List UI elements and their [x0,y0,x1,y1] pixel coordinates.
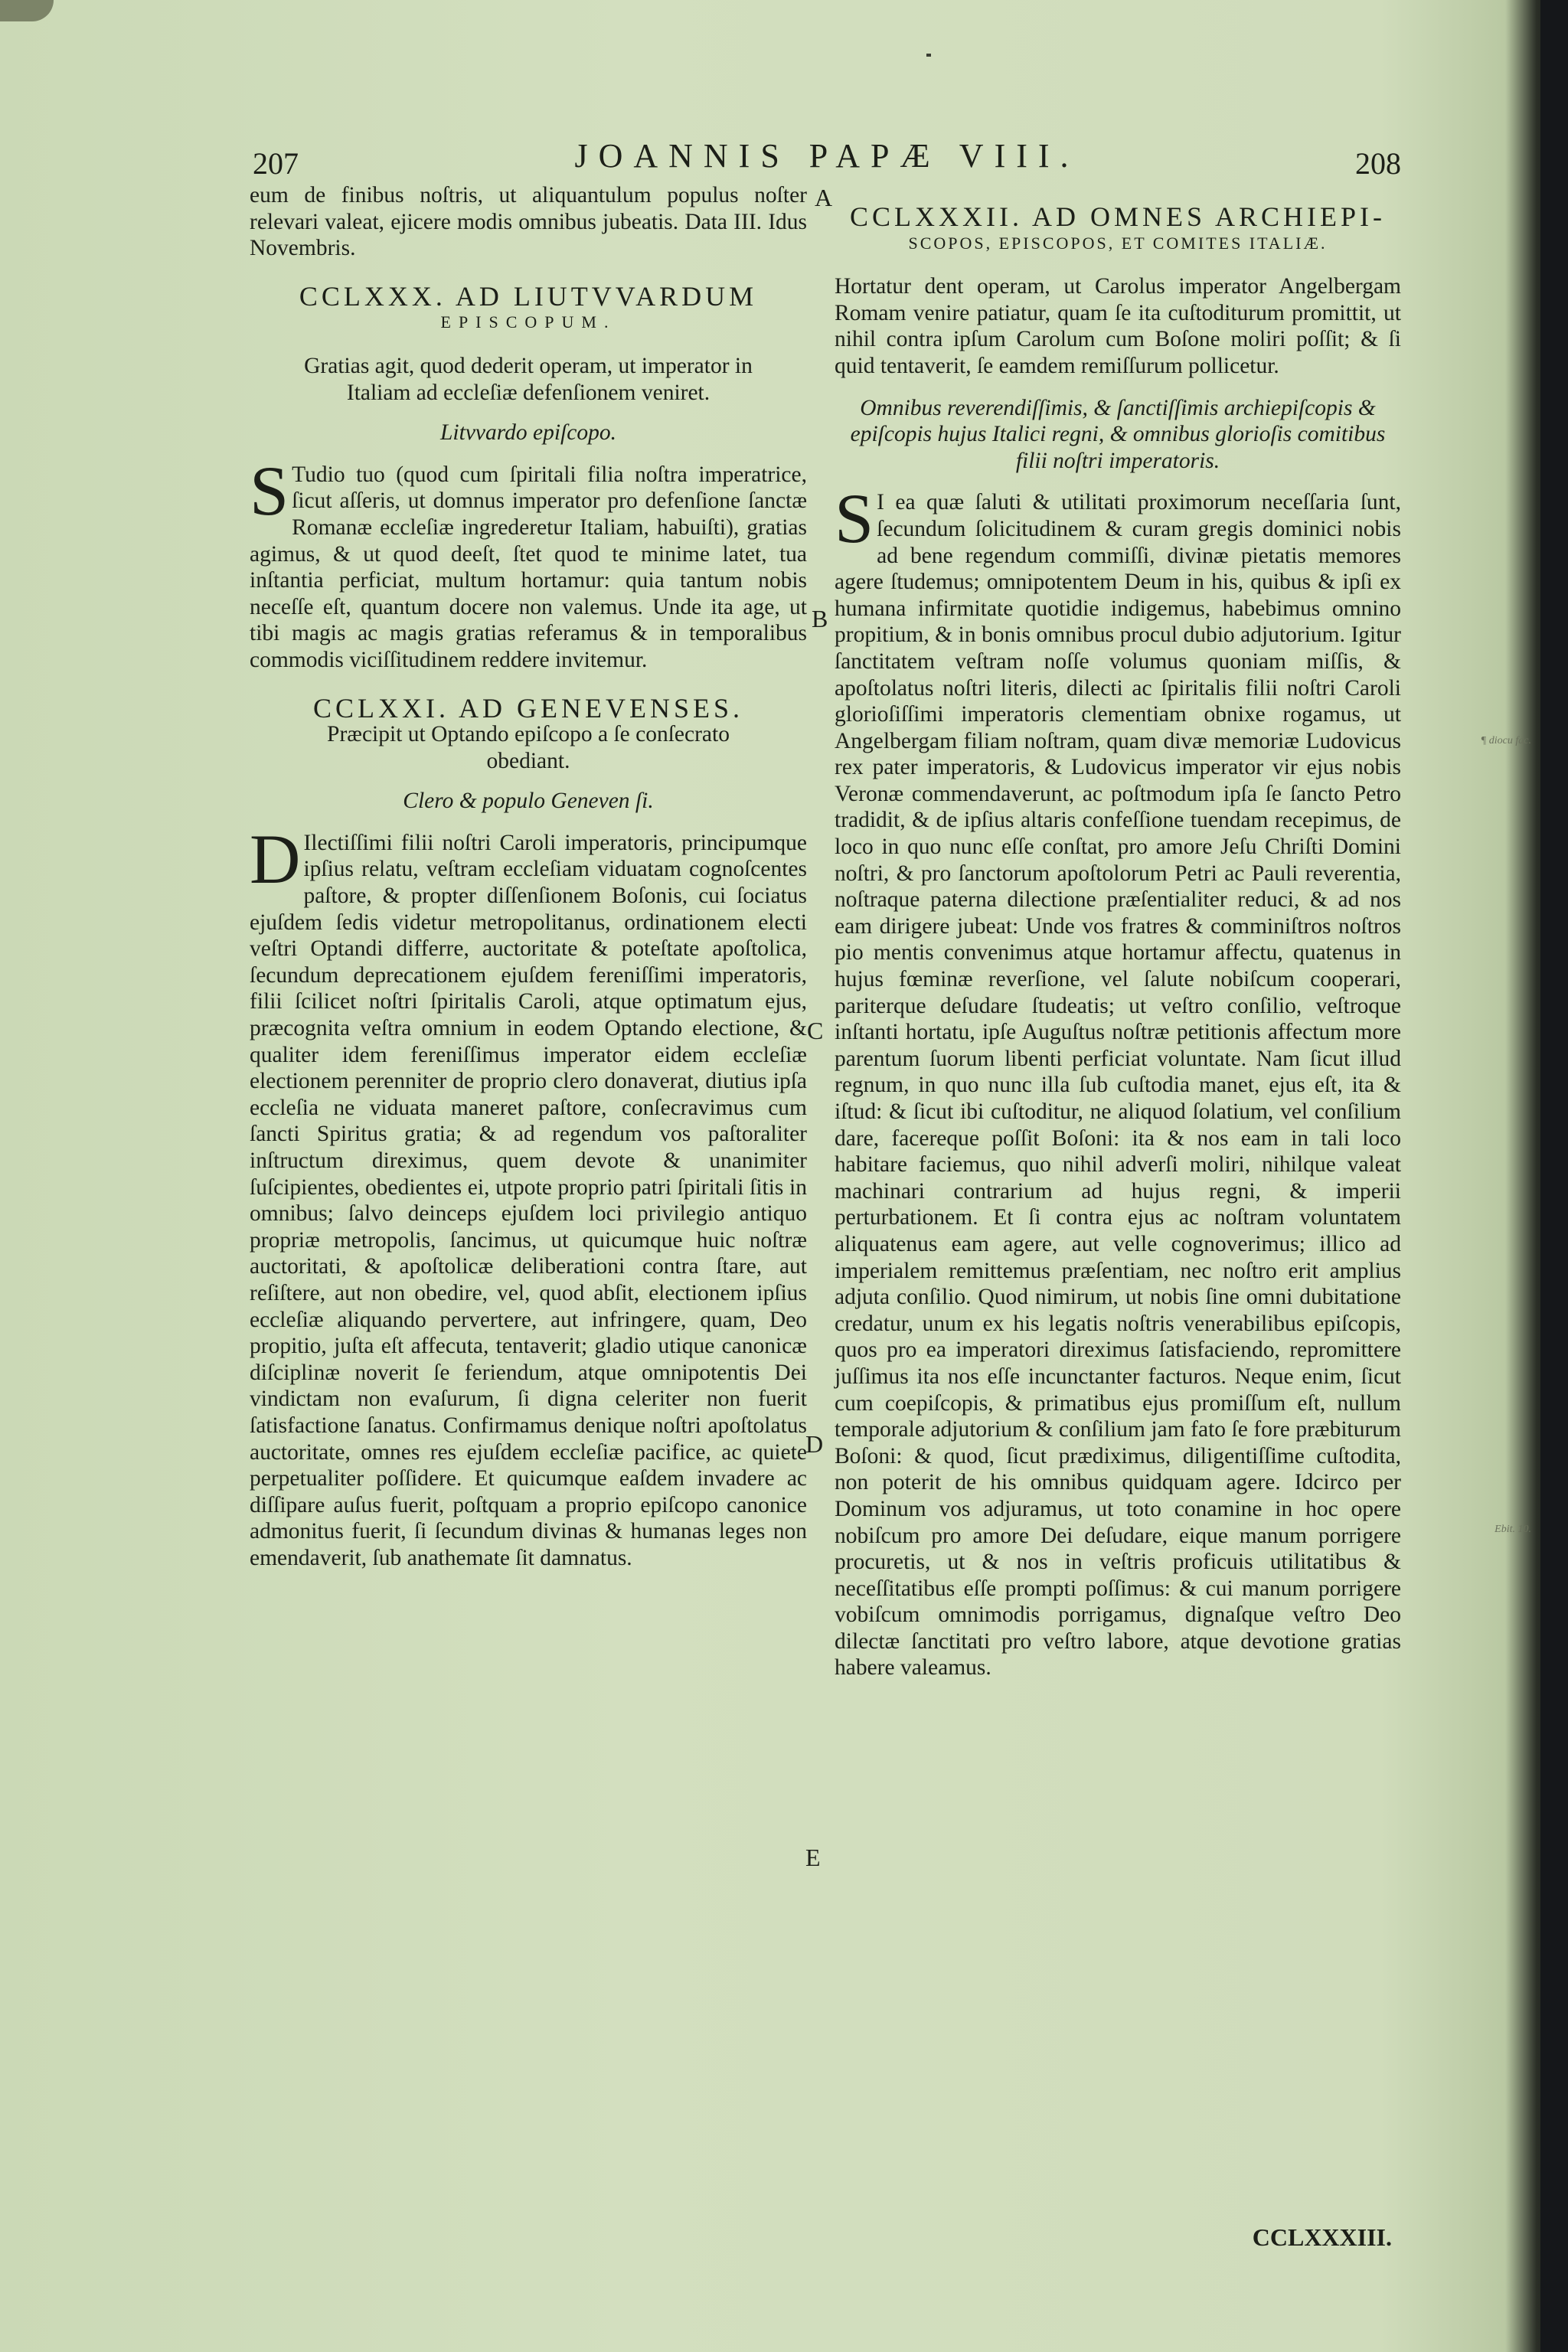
letter-282-text: I ea quæ ſaluti & utilitati proximorum neceſſaria ſunt, ſecundum ſolicitudinem & curam gregis dominici nobis ad bene regendum commiſſi, divinæ pietatis memores agere ſtudemus; omnipotentem Deum in his, quibus & ipſi ex humana infirmitate quotidie indigemus, habebimus omnino propitium, & in bonis omnibus procul dubio adjutorium. Igitur ſanctitatem veſtram noſſe volumus quoniam miſſis, & apoſtolatus noſtri literis, dilecti ac ſpiritalis filii noſtri Caroli glorioſiſſimi imperatoris clementiam obnixe rogamus, ut Angelbergam filiam noſtram, quam divæ memoriæ Ludovicus rex pater imperatoris, & Ludovicus imperator vir ejus nobis Veronæ commendaverunt, ac poſtmodum ipſa ſe ſancto Petro tradidit, & de ipſius altaris confeſſione tuendam recepimus, de loco in quo nunc eſſe conſtat, pro amore Jeſu Chriſti Domini noſtri, & pro ſanctorum apoſtolorum Petri ac Pauli reverentia, noſtraque paterna dilectione præſentialiter reduci, & ad nos eam dirigere jubeat: Unde vos fratres & comminiſtros noſtros pio mentis convenimus atque hortamur affectu, quatenus in hujus fœminæ reverſione, vel ſalute nobiſcum cooperari, pariterque deſudare ſtudeatis; ut veſtro conſilio, veſtroque inſtanti hortatu, ipſe Auguſtus noſtræ petitionis affectum more parentum ſuorum libenti perficiat voluntate. Nam ſicut illud regnum, in quo nunc illa ſub cuſtodia manet, ejus eſt, ita & iſtud: & ſicut ibi cuſtoditur, ne aliquod ſolatium, vel conſilium dare, facereque poſſit Boſoni: ita & nos eam in tali loco habitare faciemus, quo nihil adverſi moliri, nihilque valeat machinari contrarium ad hujus regni, & imperii perturbationem. Et ſi contra ejus ac noſtram voluntatem aliquatenus eam agere, aut velle cognoverimus; illico ad imperialem remittemus præſentiam, nec noſtro erit amplius adjuta conſilio. Quod nimirum, ut nobis ſine omni dubitatione credatur, unum ex his legatis noſtris venerabilibus epiſcopis, quos pro ea imperatori direximus ſatisfaciendo, repromittere juſſimus ita nos eſſe incunctanter facturos. Neque enim, ſicut cum coepiſcopis, & primatibus ejus promiſſum eſt, nullum temporale adjutorium & conſilium jam fato ſe fore præbiturum Boſoni: & quod, ſicut prædiximus, diligentiſſime cuſtodita, non poterit de his omnibus quidquam agere. Idcirco per Dominum vos adjuramus, ut toto conamine in hoc opere nobiſcum pro amore Dei deſudare, eique manum porrigere procuretis, ut & nos in veſtris proficuis utilitatibus & neceſſitatibus eſſe prompti poſſimus: & cui manum porrigere vobiſcum omnimodis porrigamus, dignaſque veſtro Deo dilectæ ſanctitati pro veſtro labore, atque devotione gratias habere valeamus. [835,490,1401,1681]
letter-282-body [835,479,1401,1681]
margin-marker-d: D [805,1430,824,1458]
letter-282-title: CCLXXXII. AD OMNES ARCHIEPI- [849,201,1387,232]
letter-280-text: Tudio tuo (quod cum ſpiritali filia noſtra imperatrice, ſicut aſſeris, ut domnus imperator pro defenſione ſanctæ Romanæ eccleſiæ ingrederetur Italiam, habuiſti), gratias agimus, & ut quod deeſt, ſtet quod te minime latet, tua inſtantia perficiat, multum hortamur: quia tantum nobis neceſſe eſt, quantum docere non valemus. Unde ita age, ut tibi magis ac magis gratias referamus & in temporalibus commodis viciſſitudinem reddere invitemur. [250,462,807,672]
page-header [253,136,1401,182]
letter-282-summary: Hortatur dent operam, ut Carolus imperator Angelbergam Romam venire patiatur, quam ſe ita cuſtoditurum promittit, ut nihil contra ipſum Carolum cum Boſone moliri poſſit; & ſi quid tentaverit, ſe eamdem remiſſurum pollicetur. [835,274,1401,378]
drop-cap: S [250,451,289,530]
letter-282-subtitle: SCOPOS, EPISCOPOS, ET COMITES ITALIÆ. [908,233,1328,253]
bleed-through-note: ¶ diocu fac. [1480,735,1531,746]
letter-281-address: Clero & populo Geneven ſi. [403,789,654,814]
drop-cap: D [250,819,301,898]
letter-280-address: Litvvardo epiſcopo. [440,420,616,446]
letter-281-body [250,819,807,1572]
margin-marker-a: A [815,184,833,211]
letter-280-subtitle: EPISCOPUM. [440,312,616,332]
letter-280-summary: Gratias agit, quod dederit operam, ut imperator in Italiam ad eccleſiæ defenſionem veniret. [304,353,753,405]
letter-281-text: Ilectiſſimi filii noſtri Caroli imperatoris, principumque ipſius relatu, veſtram eccleſiam viduatam cognoſcentes paſtore, & propter diſſenſionem Boſonis, cui ſociatus ejuſdem ſedis videtur metropolitanus, ordinationem electi veſtri Optandi differre, auctoritate & poteſtate apoſtolica, ſecundum deprecationem ejuſdem fereniſſimi imperatoris, filii ſcilicet noſtri ſpiritalis Caroli, atque optimatum ejus, præcognita veſtra omnium in eodem Optando electione, & qualiter idem fereniſſimus imperator eidem eccleſiæ electionem perenniter de proprio clero donaverat, diutius ipſa eccleſia ne viduata maneret paſtore, conſecravimus cum ſancti Spiritus gratia; & ad regendum vos paſtoraliter inſtructum direximus, quem devote & unanimiter ſuſcipientes, obedientes ei, utpote proprio patri ſpiritali ſitis in omnibus; ſalvo deinceps ejuſdem loci privilegio antiquo propriæ metropolis, ſancimus, ut quicumque huic noſtræ auctoritati, & apoſtolicæ deliberationi contra ſtare, aut reſiſtere, aut non obedire, vel, quod abſit, electionem ipſius eccleſiæ aliquando pervertere, aut infringere, quam, Deo propitio, juſta eſt affecuta, tentaverit; gladio utique canonicæ diſciplinæ noverit ſe feriendum, atque omnipotentis Dei vindictam non evaſurum, ſi digna celeriter non fuerit ſatisfactione ſanatus. Confirmamus denique noſtri apoſtolatus auctoritate, omnes res ejuſdem eccleſiæ pacifice, ac quiete perpetualiter poſſidere. Et quicumque eaſdem invadere ac diſſipare auſus fuerit, poſtquam a proprio epiſcopo canonice admonitus fuerit, ſi ſecundum divinas & humanas leges non emendaverit, ſub anathemate ſit damnatus. [250,830,807,1570]
margin-marker-b: B [812,605,828,632]
letter-280-body [250,451,807,674]
drop-cap: S [835,479,874,558]
running-title: JOANNIS PAPÆ VIII. [574,137,1080,175]
bleed-through-note: Ebit. 10. [1494,1524,1531,1535]
letter-282-address: Omnibus reverendiſſimis, & ſanctiſſimis archiepiſcopis & epiſcopis hujus Italici regni, & omnibus glorioſis comitibus filii noſtri imperatoris. [850,395,1386,473]
letter-281-summary: Præcipit ut Optando epiſcopo a ſe conſecrato obediant. [327,722,730,773]
margin-marker-e: E [805,1844,821,1871]
margin-marker-c: C [807,1017,824,1044]
catchword: CCLXXXIII. [1252,2223,1392,2251]
page-number-right: 208 [1355,146,1401,181]
letter-281-title: CCLXXI. AD GENEVENSES. [312,692,743,724]
continuation-text: eum de finibus noſtris, ut aliquantulum populus noſter relevari valeat, ejicere modis omnibus jubeatis. Data III. Idus Novembris. [250,183,807,261]
ink-speck [926,54,931,57]
right-column [835,182,1401,1681]
binding-edge [1540,0,1568,2352]
page-number-left: 207 [253,146,299,181]
left-column [250,182,807,1572]
page-corner-shadow [0,0,54,21]
letter-280-title: CCLXXX. AD LIUTVVARDUM [299,280,758,312]
